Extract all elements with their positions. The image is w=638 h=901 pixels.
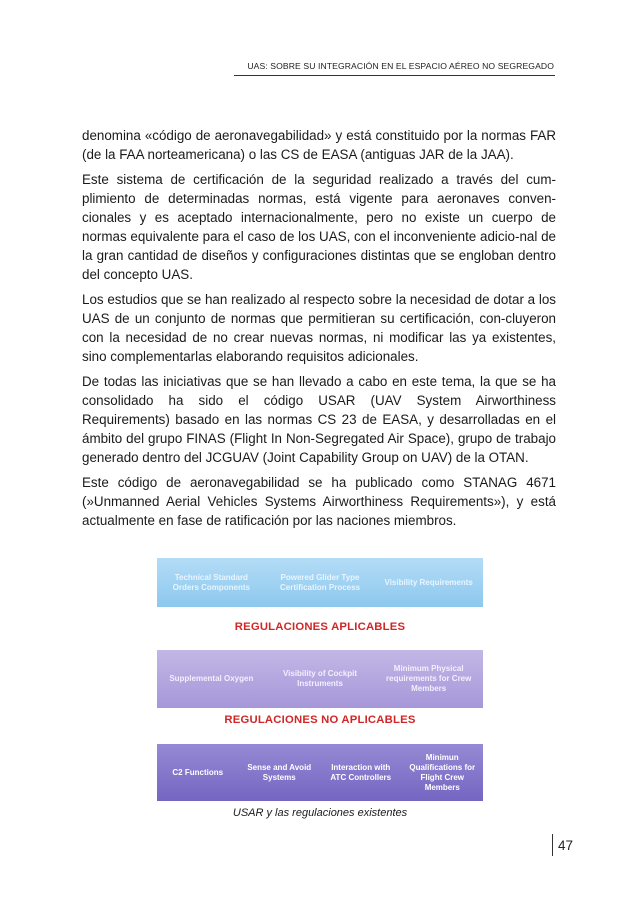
band-cell: Minimun Qualifications for Flight Crew Members [409,752,476,792]
band-cell: Interaction with ATC Controllers [330,762,392,782]
regulations-figure [153,554,487,806]
header-rule [234,75,555,76]
band-cell: Powered Glider Type Certification Process [279,572,361,592]
paragraph-3: Los estudios que se han realizado al respecto sobre la necesidad de dotar a los UAS de un conjunto de normas que permitieran su certificación, con-cluyeron con la necesidad de no crear nuevas normas, ni modificar las ya existentes, sino complementarlas elaborando requisitos adicionales. [82,292,556,364]
body-text [82,127,556,538]
band-cell: Minimum Physical requirements for Crew Members [386,664,472,693]
paragraph-1: denomina «código de aeronavegabilidad» y está constituido por la normas FAR (de la FAA norteamericana) o las CS de EASA (antiguas JAR de la JAA). [82,128,556,162]
band-cell: Visibility Requirements [384,577,473,587]
running-header: UAS: SOBRE SU INTEGRACIÓN EN EL ESPACIO AÉREO NO SEGREGADO [247,61,554,71]
figure-caption: USAR y las regulaciones existentes [232,807,408,819]
paragraph-2: Este sistema de certificación de la seguridad realizado a través del cum-plimiento de determinadas normas, está vigente para aeronaves conven-cionales y es aceptado internacionalmente, pero no existe un cuerpo de normas equivalente para el caso de los UAS, con el inconveniente adicio-nal de la gran cantidad de diseños y configuraciones distintas que se engloban dentro del concepto UAS. [82,172,556,282]
band-cell: Visibility of Cockpit Instruments [282,669,358,688]
paragraph-5: Este código de aeronavegabilidad se ha publicado como STANAG 4671 (»Unmanned Aerial Vehicles Systems Airworthiness Requirements»), y está actualmente en fase de ratificación por las naciones miembros. [82,475,556,529]
paragraph-4: De todas las iniciativas que se han llevado a cabo en este tema, la que se ha consolidado ha sido el código USAR (UAV System Airworthiness Requirements) basado en las normas CS 23 de EASA, y desarrolladas en el ámbito del grupo FINAS (Flight In Non-Segregated Air Space), grupo de trabajo generado dentro del JCGUAV (Joint Capability Group on UAV) de la OTAN. [82,374,556,465]
page-number-rule [552,834,553,856]
middle-band [157,650,483,708]
band-cell: Technical Standard Orders Components [172,572,250,592]
not-applicable-label: REGULACIONES NO APLICABLES [224,714,416,726]
band-cell: Sense and Avoid Systems [247,762,312,782]
bottom-band [157,744,483,801]
page-number: 47 [558,838,574,853]
band-cell: C2 Functions [172,767,224,777]
top-band [157,558,483,607]
band-cell: Supplemental Oxygen [169,674,254,683]
applicable-label: REGULACIONES APLICABLES [234,621,406,633]
